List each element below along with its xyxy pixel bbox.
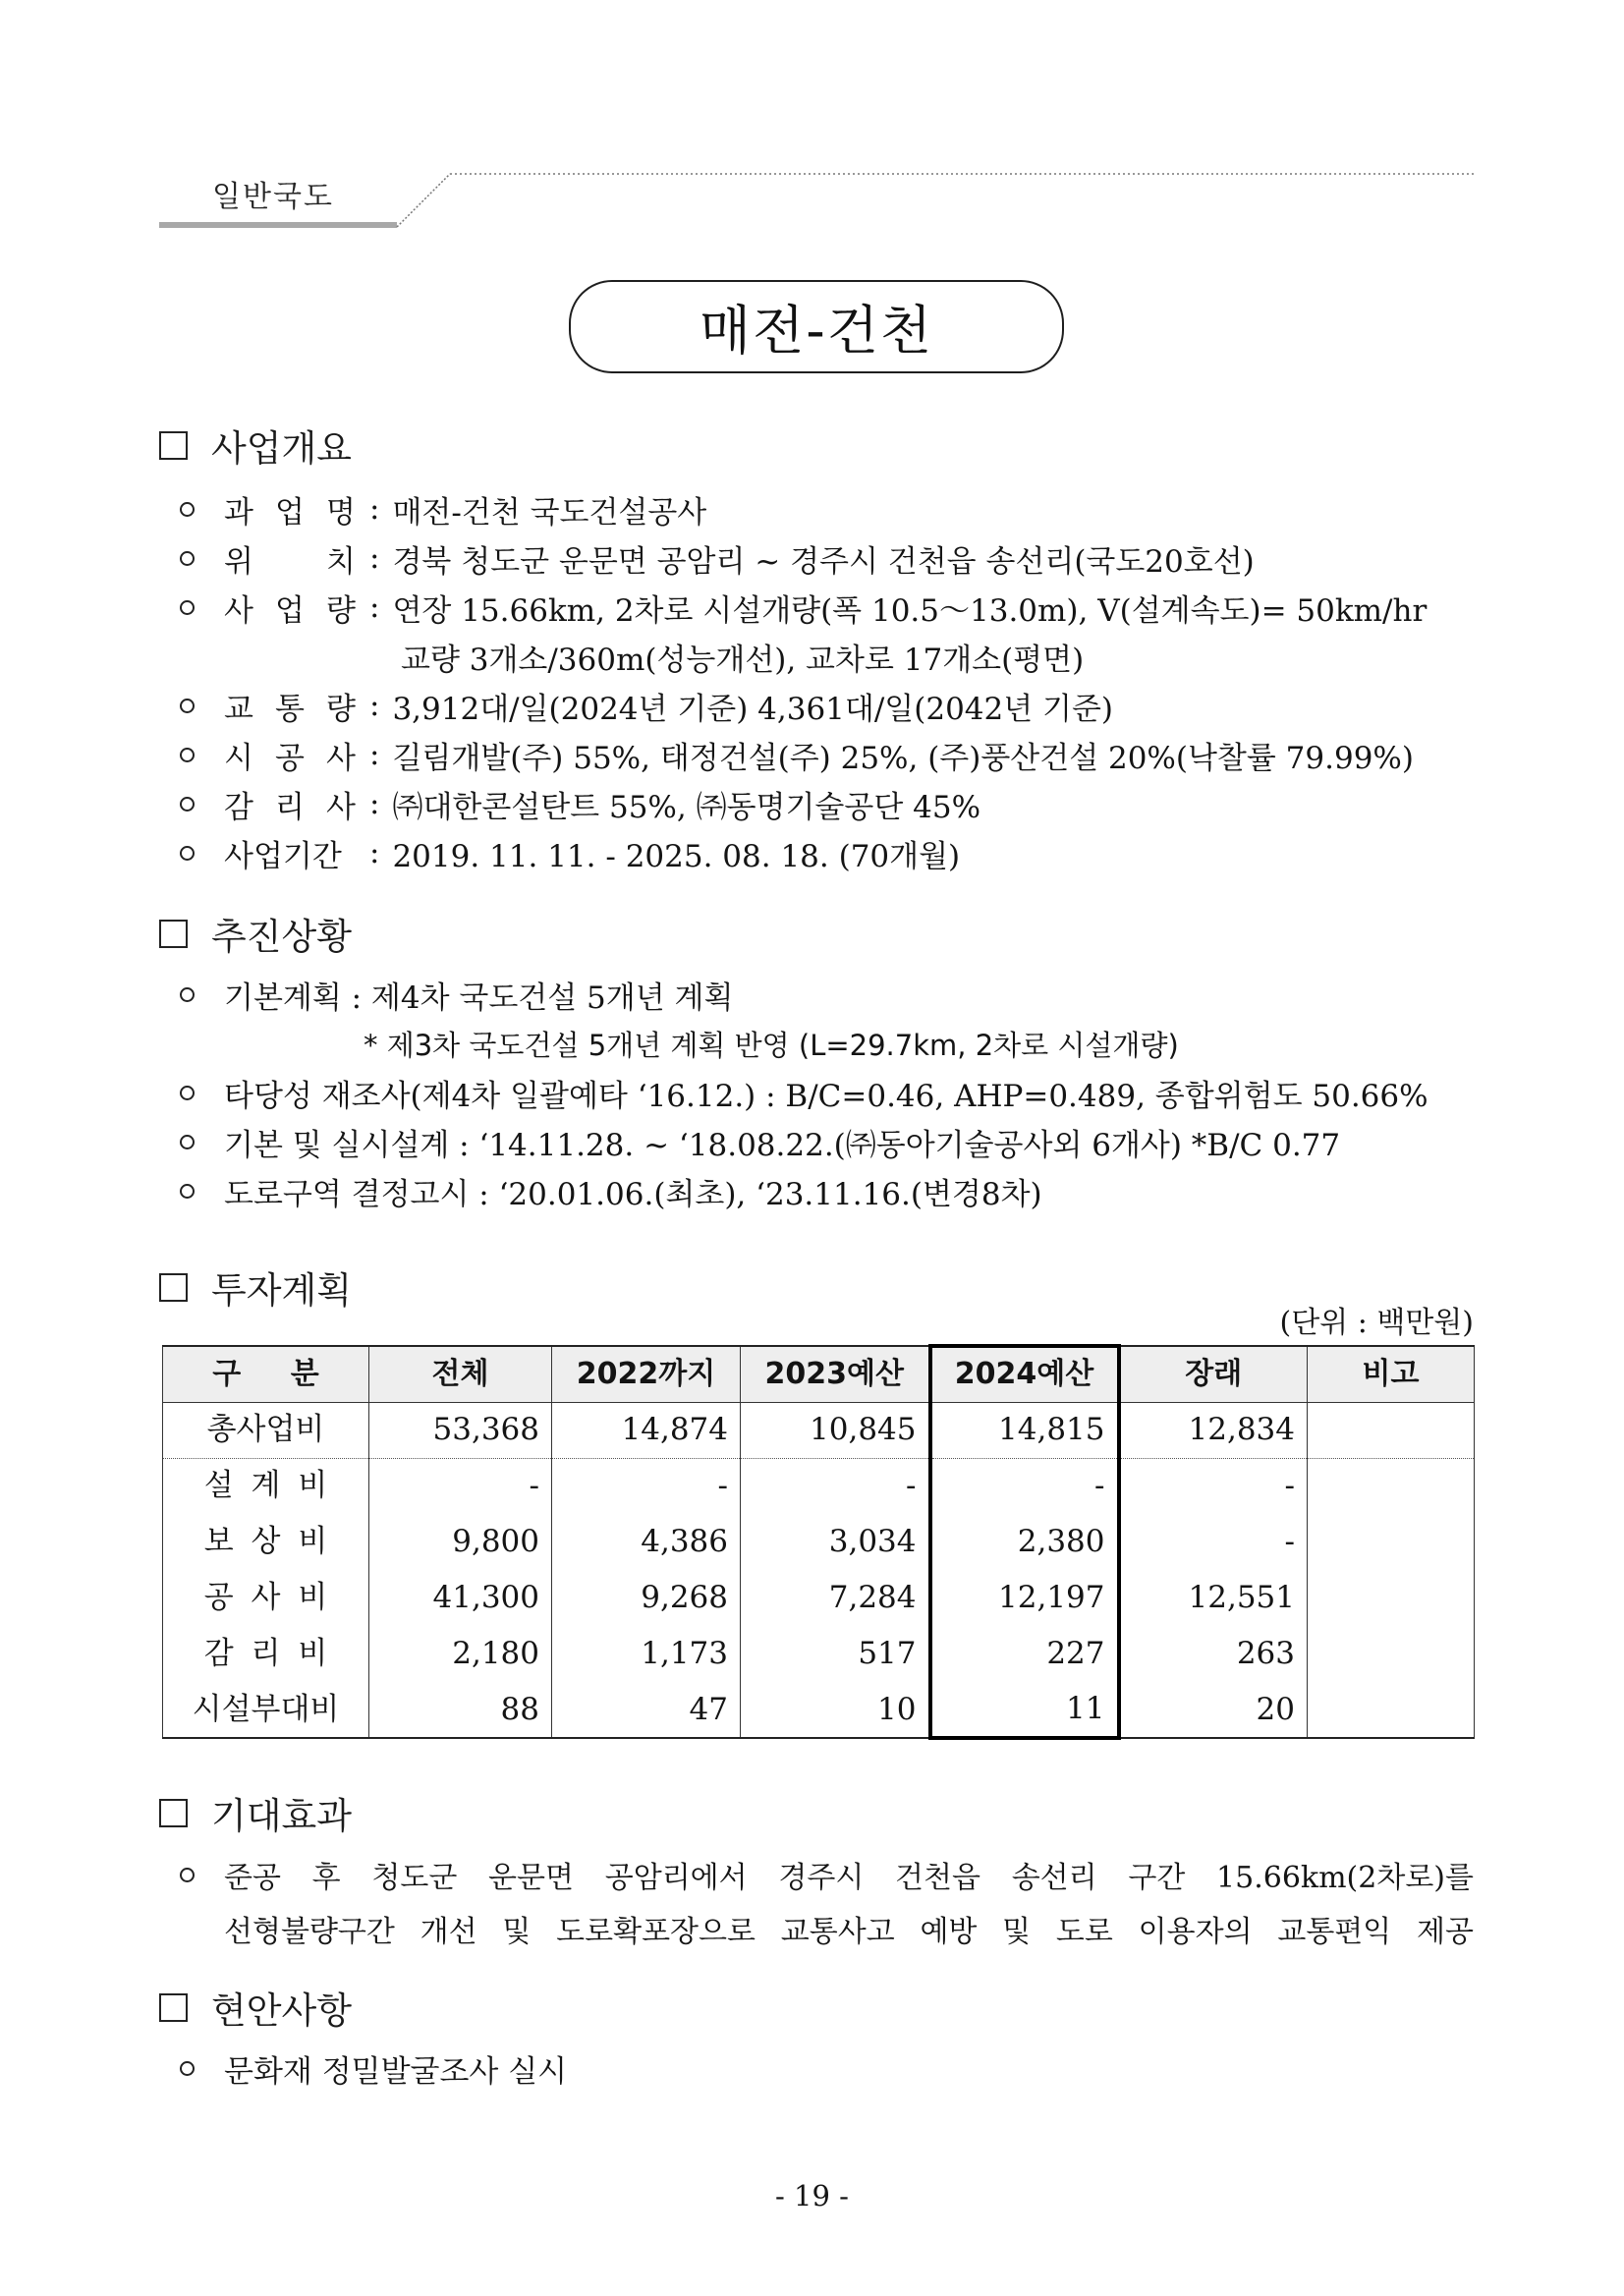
section-heading-effects	[159, 1788, 352, 1837]
table-cell: -	[930, 1458, 1119, 1514]
page-number: - 19 -	[775, 2179, 849, 2212]
section-heading-text: 투자계획	[211, 1269, 352, 1312]
item-label: 감 리 사	[224, 789, 356, 825]
square-bullet-icon	[159, 1799, 188, 1827]
section-heading-text: 사업개요	[211, 427, 352, 470]
progress-text: 기본 및 실시설계 : ‘14.11.28. ~ ‘18.08.22.(㈜동아기술공사외 6개사) *B/C 0.77	[224, 1127, 1341, 1163]
header-rule	[0, 0, 1624, 255]
table-cell: 10,845	[741, 1402, 930, 1458]
effects-item	[180, 1850, 1474, 1899]
progress-text: 도로구역 결정고시 : ‘20.01.06.(최초), ‘23.11.16.(변경8차)	[224, 1176, 1042, 1212]
table-cell: 47	[552, 1682, 741, 1738]
overview-item-location	[180, 533, 1255, 583]
bullet-icon	[180, 1184, 195, 1199]
section-heading-issues	[159, 1983, 352, 2032]
item-label: 위 치	[224, 543, 356, 580]
table-row	[163, 1402, 1475, 1458]
table-cell	[1308, 1458, 1475, 1514]
table-cell: 7,284	[741, 1570, 930, 1626]
table-cell: 227	[930, 1626, 1119, 1682]
bullet-icon	[180, 1868, 195, 1882]
item-separator: :	[369, 491, 380, 527]
item-separator: :	[369, 786, 380, 821]
title-frame	[569, 280, 1064, 373]
table-row	[163, 1682, 1475, 1738]
table-cell: 88	[369, 1682, 552, 1738]
table-cell: -	[741, 1458, 930, 1514]
table-cell: 3,034	[741, 1514, 930, 1570]
item-value: ㈜대한콘설탄트 55%, ㈜동명기술공단 45%	[392, 789, 981, 825]
square-bullet-icon	[159, 920, 188, 948]
table-cell	[1308, 1402, 1475, 1458]
table-row-label: 감 리 비	[163, 1626, 369, 1682]
table-cell: 12,834	[1119, 1402, 1308, 1458]
item-value: 경북 청도군 운문면 공암리 ~ 경주시 건천읍 송선리(국도20호선)	[392, 543, 1255, 580]
bullet-icon	[180, 2061, 195, 2076]
progress-item-road-zone	[180, 1166, 1042, 1215]
table-cell: -	[552, 1458, 741, 1514]
item-value-continuation: 교량 3개소/360m(성능개선), 교차로 17개소(평면)	[401, 642, 1085, 678]
item-separator: :	[369, 589, 380, 625]
item-value: 매전-건천 국도건설공사	[392, 494, 707, 531]
table-header-cell: 구 분	[163, 1346, 369, 1402]
header-diagonal-rule	[397, 174, 450, 227]
table-header-cell: 비고	[1308, 1346, 1475, 1402]
section-heading-overview	[159, 420, 352, 470]
bullet-icon	[180, 846, 195, 861]
bullet-icon	[180, 502, 195, 517]
table-cell: 14,874	[552, 1402, 741, 1458]
section-heading-text: 기대효과	[211, 1795, 352, 1837]
bullet-icon	[180, 699, 195, 713]
table-header-row	[163, 1346, 1475, 1402]
section-heading-text: 현안사항	[211, 1989, 352, 2032]
effects-text-line: 준공 후 청도군 운문면 공암리에서 경주시 건천읍 송선리 구간 15.66km(2차로)를	[224, 1861, 1474, 1895]
table-cell: 263	[1119, 1626, 1308, 1682]
table-cell: 4,386	[552, 1514, 741, 1570]
table-cell: 9,268	[552, 1570, 741, 1626]
item-label: 사업기간	[224, 838, 342, 874]
table-header-cell: 장래	[1119, 1346, 1308, 1402]
document-category: 일반국도	[212, 180, 334, 214]
table-cell	[1308, 1514, 1475, 1570]
item-value: 2019. 11. 11. - 2025. 08. 18. (70개월)	[392, 838, 961, 874]
table-cell: 11	[930, 1682, 1119, 1738]
section-heading-text: 추진상황	[211, 916, 352, 958]
overview-item-supervisor	[180, 779, 980, 828]
overview-item-contractor	[180, 730, 1414, 779]
page-title: 매전-건천	[699, 300, 934, 362]
item-value: 길림개발(주) 55%, 태정건설(주) 25%, (주)풍산건설 20%(낙찰률 79.99%)	[392, 740, 1414, 776]
item-label: 사 업 량	[224, 592, 356, 629]
table-cell	[1308, 1570, 1475, 1626]
bullet-icon	[180, 1135, 195, 1149]
item-label: 시 공 사	[224, 740, 356, 776]
bullet-icon	[180, 551, 195, 566]
table-row-label: 시설부대비	[163, 1682, 369, 1738]
table-cell: 53,368	[369, 1402, 552, 1458]
item-label: 교 통 량	[224, 691, 356, 727]
table-cell: -	[1119, 1458, 1308, 1514]
table-cell: -	[1119, 1514, 1308, 1570]
table-cell	[1308, 1682, 1475, 1738]
table-row-label: 설 계 비	[163, 1458, 369, 1514]
table-cell: 10	[741, 1682, 930, 1738]
square-bullet-icon	[159, 1993, 188, 2022]
item-value: 연장 15.66km, 2차로 시설개량(폭 10.5～13.0m), V(설계속도)= 50km/hr	[392, 592, 1428, 629]
table-cell: 2,380	[930, 1514, 1119, 1570]
bullet-icon	[180, 600, 195, 615]
issues-text: 문화재 정밀발굴조사 실시	[224, 2053, 568, 2090]
table-cell: 41,300	[369, 1570, 552, 1626]
table-cell: 20	[1119, 1682, 1308, 1738]
progress-item-design	[180, 1117, 1340, 1166]
progress-item-feasibility	[180, 1068, 1428, 1117]
table-unit-label: (단위 : 백만원)	[1279, 1306, 1474, 1340]
item-label: 과 업 명	[224, 494, 356, 531]
bullet-icon	[180, 748, 195, 762]
table-cell: 14,815	[930, 1402, 1119, 1458]
table-header-cell: 2022까지	[552, 1346, 741, 1402]
bullet-icon	[180, 797, 195, 812]
effects-item-continuation	[224, 1904, 1474, 1953]
table-header-cell: 2023예산	[741, 1346, 930, 1402]
table-row-label: 보 상 비	[163, 1514, 369, 1570]
item-separator: :	[369, 835, 380, 870]
bullet-icon	[180, 987, 195, 1002]
square-bullet-icon	[159, 1273, 188, 1302]
item-value: 3,912대/일(2024년 기준) 4,361대/일(2042년 기준)	[392, 691, 1114, 727]
table-row	[163, 1570, 1475, 1626]
table-header-cell: 2024예산	[930, 1346, 1119, 1402]
progress-note: * 제3차 국도건설 5개년 계획 반영 (L=29.7km, 2차로 시설개량)	[364, 1028, 1179, 1062]
table-cell: 517	[741, 1626, 930, 1682]
overview-item-scope	[180, 583, 1427, 632]
issues-item	[180, 2044, 567, 2093]
table-cell: 2,180	[369, 1626, 552, 1682]
table-header-cell: 전체	[369, 1346, 552, 1402]
item-separator: :	[369, 737, 380, 772]
overview-item-scope-continuation	[401, 632, 1084, 681]
table-cell: -	[369, 1458, 552, 1514]
table-row	[163, 1514, 1475, 1570]
table-row-label: 공 사 비	[163, 1570, 369, 1626]
investment-table	[162, 1344, 1475, 1740]
table-row	[163, 1458, 1475, 1514]
progress-text: 기본계획 : 제4차 국도건설 5개년 계획	[224, 980, 734, 1016]
item-separator: :	[369, 688, 380, 723]
table-cell: 12,551	[1119, 1570, 1308, 1626]
table-row	[163, 1626, 1475, 1682]
table-cell: 12,197	[930, 1570, 1119, 1626]
table-row-label: 총사업비	[163, 1402, 369, 1458]
section-heading-investment	[159, 1262, 352, 1312]
overview-item-period	[180, 828, 960, 877]
overview-item-traffic	[180, 681, 1113, 730]
progress-text: 타당성 재조사(제4차 일괄예타 ‘16.12.) : B/C=0.46, AHP=0.489, 종합위험도 50.66%	[224, 1078, 1428, 1114]
table-cell	[1308, 1626, 1475, 1682]
table-cell: 9,800	[369, 1514, 552, 1570]
item-separator: :	[369, 540, 380, 576]
overview-item-project-name	[180, 484, 706, 533]
effects-text-line: 선형불량구간 개선 및 도로확포장으로 교통사고 예방 및 도로 이용자의 교통편익 제공	[224, 1915, 1474, 1949]
square-bullet-icon	[159, 431, 188, 460]
section-heading-progress	[159, 909, 352, 958]
table-cell: 1,173	[552, 1626, 741, 1682]
bullet-icon	[180, 1086, 195, 1100]
progress-item-basic-plan	[180, 970, 733, 1019]
